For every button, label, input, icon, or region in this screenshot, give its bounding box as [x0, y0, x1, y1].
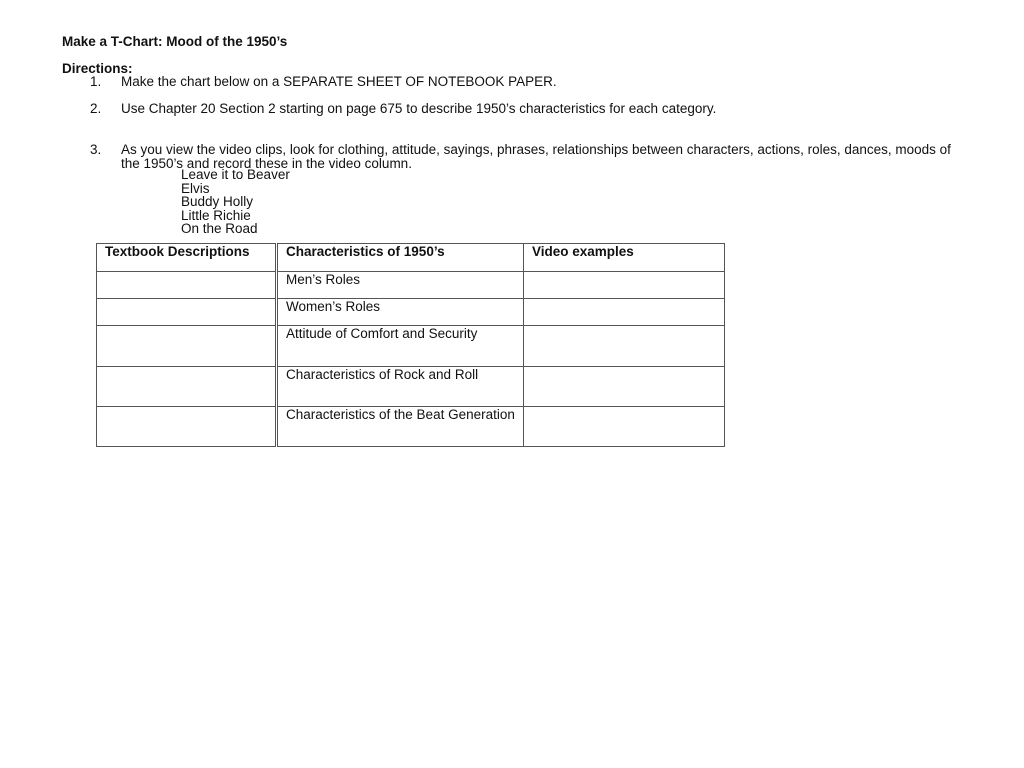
table-header-row	[97, 244, 725, 272]
video-cell	[524, 326, 725, 367]
characteristic-cell: Men’s Roles	[277, 272, 524, 299]
list-item: Elvis	[181, 180, 210, 196]
characteristic-cell: Characteristics of the Beat Generation	[277, 407, 524, 447]
textbook-cell	[97, 326, 277, 367]
table-row	[97, 272, 725, 299]
step-text: Make the chart below on a SEPARATE SHEET OF NOTEBOOK PAPER.	[121, 74, 557, 89]
list-item: Little Richie	[181, 207, 251, 223]
step-number: 2.	[90, 101, 102, 116]
characteristic-cell: Characteristics of Rock and Roll	[277, 367, 524, 407]
textbook-cell	[97, 407, 277, 447]
list-item: Buddy Holly	[181, 194, 254, 209]
step-number: 3.	[90, 142, 102, 157]
step-number: 1.	[90, 74, 102, 89]
textbook-cell	[97, 367, 277, 407]
directions-heading: Directions:	[62, 61, 133, 76]
table-row	[97, 407, 725, 447]
list-item: Leave it to Beaver	[181, 167, 290, 182]
table-row	[97, 299, 725, 326]
characteristic-cell: Attitude of Comfort and Security	[277, 326, 524, 367]
textbook-cell	[97, 272, 277, 299]
textbook-cell	[97, 299, 277, 326]
header-video-examples: Video examples	[524, 244, 725, 272]
table-row	[97, 326, 725, 367]
header-characteristics: Characteristics of 1950’s	[277, 244, 524, 272]
step-text: Use Chapter 20 Section 2 starting on page 675 to describe 1950’s characteristics for each category.	[121, 101, 717, 116]
video-cell	[524, 367, 725, 407]
characteristic-cell: Women’s Roles	[277, 299, 524, 326]
list-item: On the Road	[181, 221, 258, 236]
video-cell	[524, 272, 725, 299]
video-cell	[524, 299, 725, 326]
video-clip-list	[181, 168, 290, 236]
header-textbook-descriptions: Textbook Descriptions	[97, 244, 277, 272]
video-cell	[524, 407, 725, 447]
t-chart-table	[96, 243, 725, 447]
table-row	[97, 367, 725, 407]
page-title: Make a T-Chart: Mood of the 1950’s	[62, 34, 288, 49]
step-text: As you view the video clips, look for clothing, attitude, sayings, phrases, relationships between characters, actions, roles, dances, moods of the 1950’s and record these in the video column.	[121, 142, 951, 171]
